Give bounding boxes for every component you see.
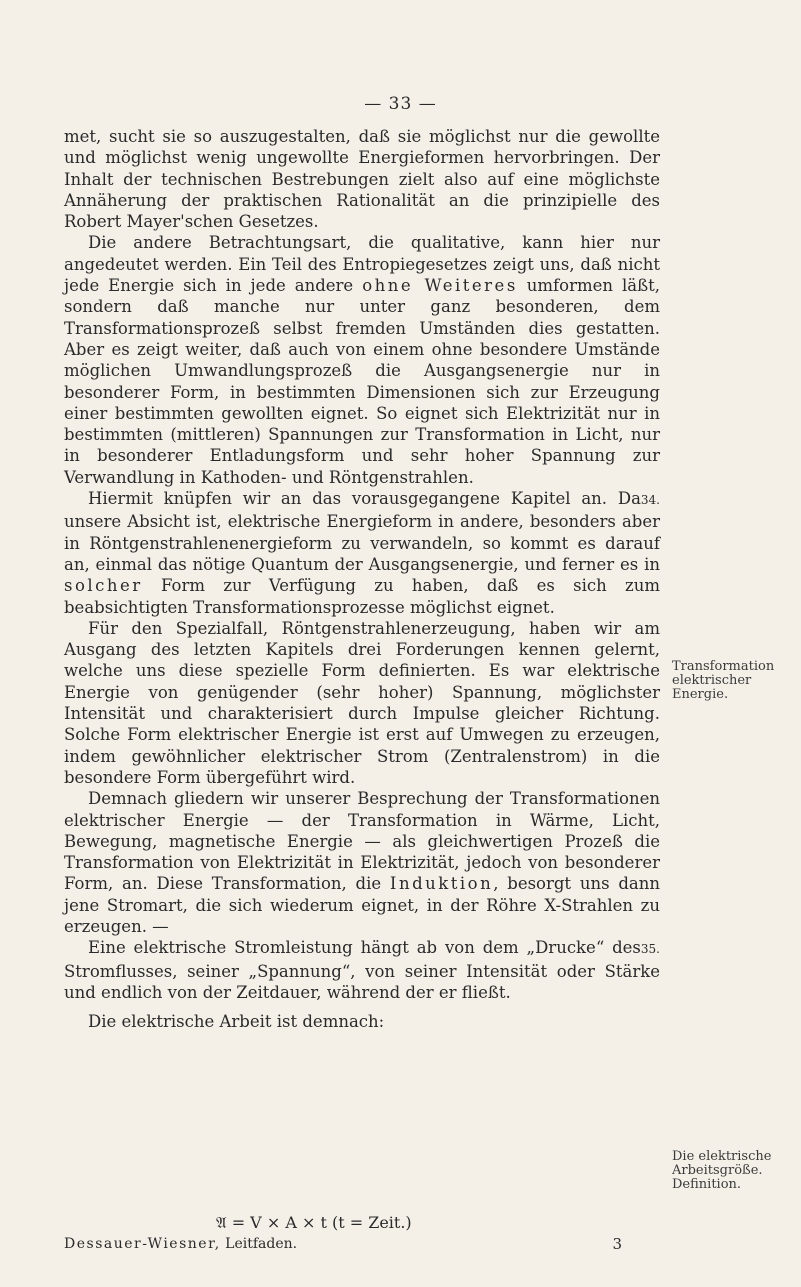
paragraph-1: met, sucht sie so auszugestalten, daß sie möglichst nur die gewollte und möglichst wenig ungewollte Energieformen hervorbringen. Der Inhalt der technischen Bestrebungen zielt also auf eine möglichste Annäherung der praktischen Rationalität an die prinzipielle des Robert Mayer'schen Gesetzes.: [64, 127, 660, 232]
paragraph-5-part-b: , besorgt uns dann jene Stromart, die sich wiederum eignet, in der Röhre X-Strahlen zu erzeugen. —: [64, 874, 660, 936]
work-formula: 𝔄 = V × A × t (t = Zeit.): [216, 1213, 412, 1232]
margin-note-transformation: Transformation elektrischer Energie.: [672, 659, 775, 702]
paragraph-2-part-b: umformen läßt, sondern daß manche nur unter ganz besonderen, dem Transformationsprozeß selbst fremden Umständen dies gestatten. Aber es zeigt weiter, daß auch von einem ohne besondere Umstände möglichen Umwandlungsprozeß die Ausgangsenergie nur in besonderer Form, in bestimmten Dimensionen sich zur Erzeugung einer bestimmten gewollten eignet. So eignet sich Elektrizität nur in bestimmten (mittleren) Spannungen zur Transformation in Licht, nur in besonderer Entladungsform und sehr hoher Spannung zur Verwandlung in Kathoden- und Röntgenstrahlen.: [64, 276, 661, 487]
page-number: — 33 —: [364, 94, 437, 114]
paragraph-2-emphasis: ohne Weiteres: [362, 276, 518, 296]
signature-mark: 3: [612, 1235, 622, 1253]
paragraph-3-emphasis: solcher: [64, 576, 143, 596]
footer-author: Dessauer-Wiesner,: [64, 1236, 221, 1252]
paragraph-3: [64, 488, 660, 618]
paragraph-2-part-a: Die andere Betrachtungsart, die qualitative, kann hier nur angedeutet werden. Ein Teil des Entropiegesetzes zeigt uns, daß nicht jede Energie sich in jede andere: [64, 233, 660, 296]
body-text: [64, 126, 660, 1032]
margin-note-arbeitsgroesse: Die elektrische Arbeitsgröße. Definition.: [672, 1149, 772, 1192]
paragraph-4: Für den Spezialfall, Röntgenstrahlenerzeugung, haben wir am Ausgang des letzten Kapitels drei Forderungen kennen gelernt, welche uns diese spezielle Form definierten. Es war elektrische Energie von genügender (sehr hoher) Spannung, möglichster Intensität und charakterisiert durch Impulse gleicher Richtung. Solche Form elektrischer Energie ist erst auf Umwegen zu erzeugen, indem gewöhnlicher elektrischer Strom (Zentralenstrom) in die besondere Form übergeführt wird.: [64, 618, 660, 787]
paragraph-6: [64, 937, 660, 1003]
page-footer: [64, 1235, 660, 1253]
paragraph-3-part-b: unsere Absicht ist, elektrische Energieform in andere, besonders aber in Röntgenstrahlenenergieform zu verwandeln, so kommt es darauf an, einmal das nötige Quantum der Ausgangsenergie, und ferner es in: [64, 512, 660, 574]
section-mark-34: 34.: [640, 493, 660, 508]
paragraph-2: [64, 232, 660, 488]
paragraph-6-part-b: Stromflusses, seiner „Spannung“, von seiner Intensität oder Stärke und endlich von der Zeitdauer, während der er fließt.: [64, 961, 660, 1002]
paragraph-5: [64, 788, 660, 937]
paragraph-5-part-a: Demnach gliedern wir unserer Besprechung der Transformationen elektrischer Energie — der Transformation in Wärme, Licht, Bewegung, magnetische Energie — als gleichwertigen Prozeß die Transformation von Elektrizität in Elektrizität, jedoch von besonderer Form, an. Diese Transformation, die: [64, 789, 660, 894]
paragraph-3-part-c: Form zur Verfügung zu haben, daß es sich zum beabsichtigten Transformationsprozesse möglichst eignet.: [64, 576, 661, 617]
section-mark-35: 35.: [640, 942, 660, 957]
footer-title: Leitfaden.: [225, 1236, 298, 1252]
paragraph-3-part-a: Hiermit knüpfen wir an das vorausgegangene Kapitel an. Da: [88, 489, 641, 509]
paragraph-6-part-a: Eine elektrische Stromleistung hängt ab von dem „Drucke“ des: [88, 938, 641, 958]
paragraph-5-emphasis: Induktion: [389, 874, 494, 894]
paragraph-7: Die elektrische Arbeit ist demnach:: [88, 1012, 385, 1032]
